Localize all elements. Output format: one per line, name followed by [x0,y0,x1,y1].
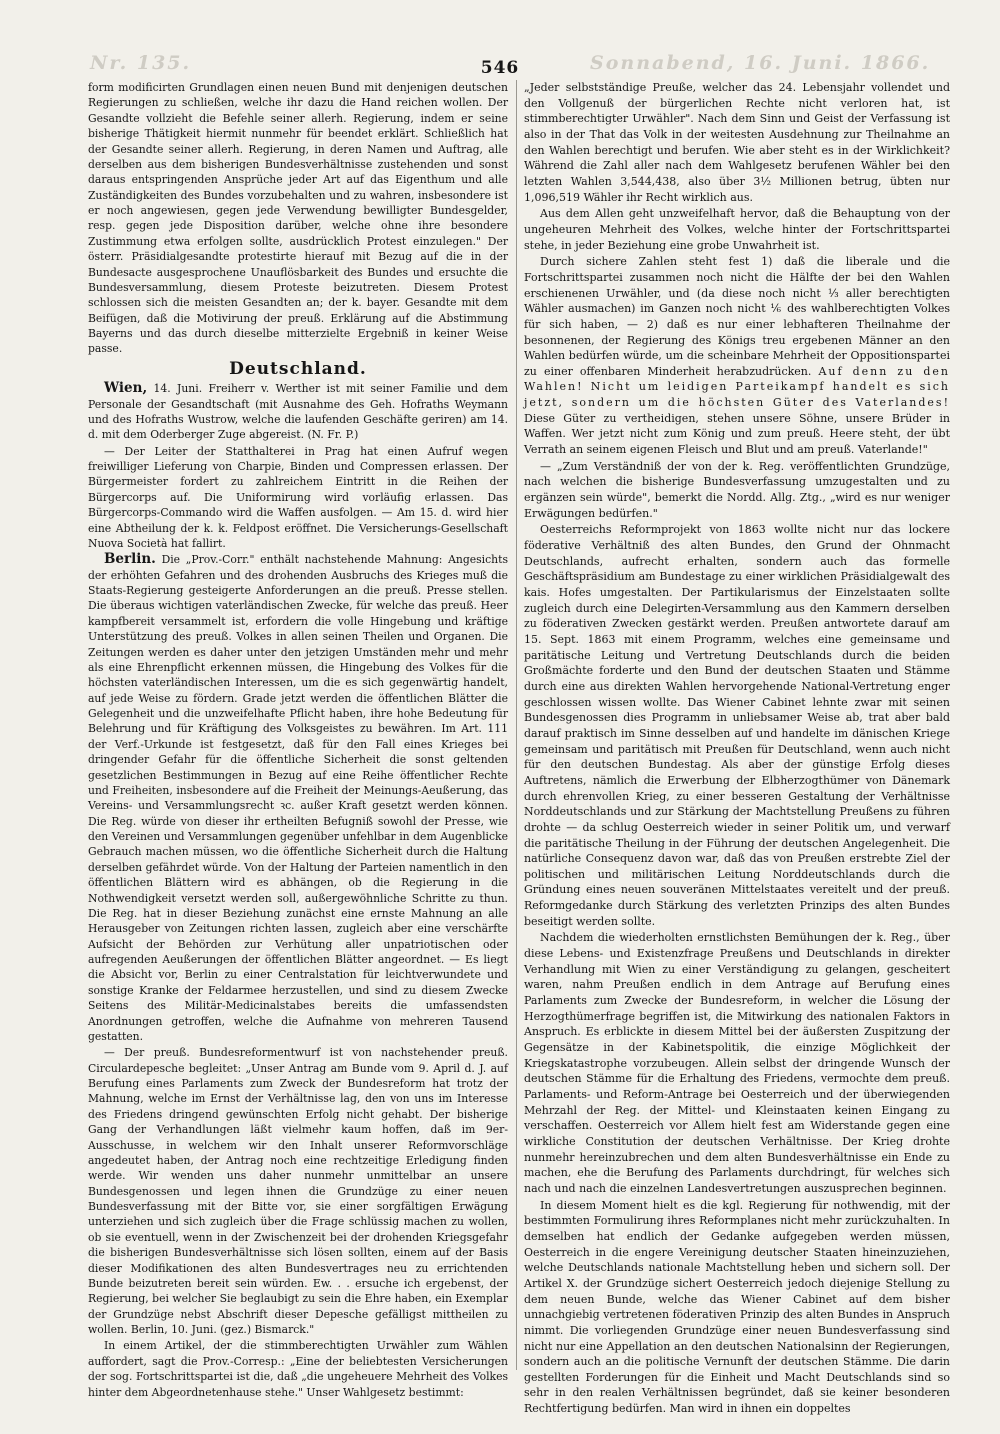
prague-report: — Der Leiter der Statthalterei in Prag hat einen Aufruf wegen freiwilliger Lieferung von Charpie, Binden und Compressen erlassen. Der Bürgermeister fordert zu zahlreichem Eintritt in die Reihen der Bürgercorps auf. Die Uniformirung wird vorläufig erlassen. Das Bürgercorps-Commando wird die Waffen ausfolgen. — Am 15. d. wird hier eine Abtheilung der k. k. Feldpost eröffnet. Die Versicherungs-Gesellschaft Nuova Società hat fallirt. [88,444,508,550]
column-divider [516,80,517,1370]
dateline-wien: Wien, [104,380,148,397]
nordd-allg-paragraph: — „Zum Verständniß der von der k. Reg. veröffentlichten Grundzüge, nach welchen die bisherige Bundesverfassung umzugestalten und zu ergänzen sein würde", bemerkt die Nordd. Allg. Ztg., „wird es nur weniger Erwägungen bedürfen." [524,459,950,520]
reform-plan-paragraph: In diesem Moment hielt es die kgl. Regierung für nothwendig, mit der bestimmten Formulirung ihres Reformplanes nicht mehr zurückzuhalten. In demselben hat endlich der Gedanke aufgegeben werden müssen, Oesterreich in die engere Vereinigung deutscher Staaten hineinzuziehen, welche Deutschlands nationale Machtstellung heben und sichern soll. Der Artikel X. der Grundzüge sichert Oesterreich jedoch diejenige Stellung zu dem neuen Bunde, welche das Wiener Cabinet auf dem bisher unnachgiebig vertretenen föderativen Prinzip des alten Bundes in Anspruch nimmt. Die vorliegenden Grundzüge einer neuen Bundesverfassung sind nicht nur eine Appellation an den deutschen Nationalsinn der Regierungen, sondern auch an die politische Vernunft der deutschen Stämme. Die darin gestellten Forderungen für die Einheit und Macht Deutschlands sind so sehr in den realen Verhältnissen begründet, daß sie keiner besonderen Rechtfertigung bedürfen. Man wird in ihnen ein doppeltes [524,1198,950,1416]
intro-paragraph: form modificirten Grundlagen einen neuen Bund mit denjenigen deutschen Regierungen zu schließen, welche ihr dazu die Hand reichen wollen. Der Gesandte vollzieht die Befehle seiner allerh. Regierung, indem er seine bisherige Thätigkeit hiermit nunmehr für beendet erklärt. Schließlich hat der Gesandte seiner allerh. Regierung, in deren Namen und Auftrag, alle derselben aus dem bisherigen Bundesverhältnisse zustehenden und sonst daraus entspringenden Ansprüche jeder Art auf das Eigenthum und alle Zuständigkeiten des Bundes vorzubehalten und zu wahren, insbesondere ist er noch angewiesen, gegen jede Verwendung bewilligter Bundesgelder, resp. gegen jede Disposition darüber, welche ohne ihre besondere Zustimmung etwa erfolgen sollte, ausdrücklich Protest einzulegen." Der österr. Präsidialgesandte protestirte hierauf mit Bezug auf die in der Bundesacte ausgesprochene Unauflösbarkeit des Bundes und ersuchte die Bundesversammlung, diesem Proteste beizutreten. Diesem Protest schlossen sich die meisten Gesandten an; der k. bayer. Gesandte mit dem Beifügen, daß die Motivirung der preuß. Erklärung auf die Abstimmung Bayerns und das durch dieselbe mitterzielte Ergebniß in keiner Weise passe. [88,81,508,356]
voter-article-continued: „Jeder selbstständige Preuße, welcher das 24. Lebensjahr vollendet und den Vollgenuß der bürgerlichen Rechte nicht verloren hat, ist stimmberechtigter Urwähler". Nach dem Sinn und Geist der Verfassung ist also in der That das Volk in der weitesten Ausdehnung zur Theilnahme an den Wahlen berechtigt und berufen. Wie aber steht es in der Wirklichkeit? Während die Zahl aller nach dem Wahlgesetz berufenen Wähler bei den letzten Wahlen 3,544,438, also über 3½ Millionen betrug, übten nur 1,096,519 Wähler ihr Recht wirklich aus. [524,81,950,204]
berlin-text: Die „Prov.-Corr." enthält nachstehende Mahnung: Angesichts der erhöhten Gefahren und des drohenden Ausbruchs des Krieges muß die Staats-Regierung gesteigerte Anforderungen an die preuß. Presse stellen. Die überaus wichtigen vaterländischen Zwecke, für welche das preuß. Heer kampfbereit versammelt ist, erfordern die volle Hingebung und kräftige Unterstützung des preuß. Volkes in allen seinen Theilen und Organen. Die Zeitungen werden es daher unter den jetzigen Umständen mehr und mehr als eine Ehrenpflicht erkennen müssen, die Hingebung des Volkes für die höchsten vaterländischen Interessen, um die es sich gegenwärtig handelt, auf jede Weise zu fördern. Grade jetzt werden die öffentlichen Blätter die Gelegenheit und die unzweifelhafte Pflicht haben, ihre hohe Bedeutung für Belehrung und für Kräftigung des Volksgeistes zu bewähren. Im Art. 111 der Verf.-Urkunde ist festgesetzt, daß für den Fall eines Krieges bei dringender Gefahr für die öffentliche Sicherheit die sonst geltenden gesetzlichen Bestimmungen in Bezug auf eine Reihe öffentlicher Rechte und Freiheiten, insbesondere auf die Freiheit der Meinungs-Aeußerung, das Vereins- und Versammlungsrecht ꝛc. außer Kraft gesetzt werden können. Die Reg. würde von dieser ihr ertheilten Befugniß sowohl der Presse, wie den Vereinen und Versammlungen gegenüber unfehlbar in dem Augenblicke Gebrauch machen müssen, wo die öffentliche Sicherheit durch die Haltung derselben gefährdet würde. Von der Haltung der Parteien namentlich in den öffentlichen Blättern wird es abhängen, ob die Regierung in die Nothwendigkeit versetzt werden soll, außergewöhnliche Schritte zu thun. Die Reg. hat in dieser Beziehung zunächst eine ernste Mahnung an alle Herausgeber von Zeitungen richten lassen, zugleich aber eine verschärfte Aufsicht der Behörden zur Verhütung aller unpatriotischen oder aufregenden Aeußerungen der öffentlichen Blätter angeordnet. — Es liegt die Absicht vor, Berlin zu einer Centralstation für leichtverwundete und sonstige Kranke der Feldarmee herzustellen, und sind zu diesem Zwecke Seitens des Militär-Medicinalstabes bereits die umfassendsten Anordnungen getroffen, welche die Aufnahme von mehreren Tausend gestatten. [88,553,508,1043]
voter-article: In einem Artikel, der die stimmberechtigten Urwähler zum Wählen auffordert, sagt die Prov.-Corresp.: „Eine der beliebtesten Versicherungen der sog. Fortschrittspartei ist die, daß „die ungeheuere Mehrheit des Volkes hinter dem Abgeordnetenhause stehe." Unser Wahlgesetz bestimmt: [88,1339,508,1399]
berlin-report [88,552,508,1044]
reform-history-paragraph: Oesterreichs Reformprojekt von 1863 wollte nicht nur das lockere föderative Verhältniß des alten Bundes, den Grund der Ohnmacht Deutschlands, aufrecht erhalten, sondern auch das formelle Geschäftspräsidium am Bundestage zu einer wirklichen Präsidialgewalt des kais. Hofes umgestalten. Der Partikularismus der Einzelstaaten sollte zugleich durch eine Delegirten-Versammlung aus den Kammern derselben zu föderativen Zwecken gestärkt werden. Preußen antwortete darauf am 15. Sept. 1863 mit einem Programm, welches eine gemeinsame und paritätische Leitung und Vertretung Deutschlands durch die beiden Großmächte forderte und den Bund der deutschen Staaten und Stämme durch eine aus direkten Wahlen hervorgehende National-Vertretung enger geschlossen wissen wollte. Das Wiener Cabinet lehnte zwar mit seinen Bundesgenossen dies Programm in unliebsamer Weise ab, trat aber bald darauf praktisch im Sinne desselben auf und handelte im dänischen Kriege gemeinsam und paritätisch mit Preußen für Deutschland, wenn auch nicht für den deutschen Bundestag. Als aber der günstige Erfolg dieses Auftretens, nämlich die Erwerbung der Elbherzogthümer von Dänemark durch ehrenvollen Krieg, zu einer besseren Gestaltung der Verhältnisse Norddeutschlands und zur Stärkung der Machtstellung Preußens zu führen drohte — da schlug Oesterreich wieder in seiner Politik um, und verwarf die paritätische Theilung in der Führung der deutschen Angelegenheit. Die natürliche Consequenz davon war, daß das von Preußen erstrebte Ziel der politischen und militärischen Leitung Norddeutschlands durch die Gründung eines neuen souveränen Mittelstaates vereitelt und der preuß. Reformgedanke durch Stärkung des verletzten Prinzips des alten Bundes beseitigt werden sollte. [524,523,950,928]
circular-dispatch: — Der preuß. Bundesreformentwurf ist von nachstehender preuß. Circulardepesche begleitet: „Unser Antrag am Bunde vom 9. April d. J. auf Berufung eines Parlaments zum Zweck der Bundesreform hat trotz der Mahnung, welche im Ernst der Verhältnisse lag, den von uns im Interesse des Friedens dringend gewünschten Erfolg nicht gehabt. Der bisherige Gang der Verhandlungen läßt vielmehr kaum hoffen, daß im 9er-Ausschusse, in welchem wir den Inhalt unserer Reformvorschläge angedeutet haben, der Antrag noch eine rechtzeitige Erledigung finden werde. Wir wenden uns daher nunmehr unmittelbar an unsere Bundesgenossen und legen ihnen die Grundzüge zu einer neuen Bundesverfassung mit der Bitte vor, sie einer sorgfältigen Erwägung unterziehen und sich zugleich über die Frage schlüssig machen zu wollen, ob sie eventuell, wenn in der Zwischenzeit bei der drohenden Kriegsgefahr die bisherigen Bundesverhältnisse sich lösen sollten, einem auf der Basis dieser Modifikationen des alten Bundesvertrages neu zu errichtenden Bunde beizutreten bereit sein würden. Ew. . . ersuche ich ergebenst, der Regierung, bei welcher Sie beglaubigt zu sein die Ehre haben, ein Exemplar der Grundzüge nebst Abschrift dieser Depesche gefälligst mittheilen zu wollen. Berlin, 10. Juni. (gez.) Bismarck." [88,1046,508,1336]
wien-text: 14. Juni. Freiherr v. Werther ist mit seiner Familie und dem Personale der Gesandtschaft (mit Ausnahme des Geh. Hofraths Weymann und des Hofraths Wustrow, welche die laufenden Geschäfte geriren) am 14. d. mit dem Oderberger Zuge abgereist. (N. Fr. P.) [88,382,508,442]
page-number: 546 [480,58,520,78]
dateline-berlin: Berlin. [104,551,156,568]
election-call: Auf denn zu den Wahlen! Nicht um leidigen Parteikampf handelt es sich jetzt, sondern um die höchsten Güter des Vaterlandes! [524,364,951,410]
majority-paragraph: Aus dem Allen geht unzweifelhaft hervor, daß die Behauptung von der ungeheuren Mehrheit des Volkes, welche hinter der Fortschrittspartei stehe, in jeder Beziehung eine grobe Unwahrheit ist. [524,207,950,252]
section-title: Deutschland. [229,358,367,379]
right-column [524,80,950,1418]
left-column [88,80,508,1401]
bleed-through-header-left: Nr. 135. [90,52,192,74]
wien-report [88,381,508,443]
election-call-paragraph: Durch sichere Zahlen steht fest 1) daß die liberale und die Fortschrittspartei zusammen noch nicht die Hälfte der bei den Wahlen erschienenen Urwähler, und (da diese noch nicht ⅓ aller berechtigten Wähler ausmachen) im Ganzen noch nicht ⅙ des wahlberechtigten Volkes für sich haben, — 2) daß es nur einer lebhafteren Theilnahme der besonnenen, der Regierung des Königs treu ergebenen Männer an den Wahlen bedürfen würde, um die scheinbare Mehrheit der Oppositionspartei zu einer offenbaren Minderheit herabzudrücken. Auf denn zu den Wahlen! Nicht um leidigen Parteikampf handelt es sich jetzt, sondern um die höchsten Güter des Vaterlandes! Diese Güter zu vertheidigen, stehen unsere Söhne, unsere Brüder in Waffen. Wer jetzt nicht zum König und zum preuß. Heere steht, der übt Verrath an seinem eigenen Fleisch und Blut und am preuß. Vaterlande!" [524,255,951,457]
bleed-through-header-right: Sonnabend, 16. Juni. 1866. [590,52,931,74]
parliament-paragraph: Nachdem die wiederholten ernstlichsten Bemühungen der k. Reg., über diese Lebens- und Existenzfrage Preußens und Deutschlands in direkter Verhandlung mit Wien zu einer Verständigung zu gelangen, gescheitert waren, nahm Preußen endlich in dem Antrage auf Berufung eines Parlaments zum Zwecke der Bundesreform, in welcher die Lösung der Herzogthümerfrage begriffen ist, die Mitwirkung des nationalen Faktors in Anspruch. Es erblickte in diesem Mittel bei der äußersten Zuspitzung der Gegensätze in der Kabinetspolitik, die einzige Möglichkeit der Kriegskatastrophe vorzubeugen. Allein selbst der dringende Wunsch der deutschen Stämme für die Erhaltung des Friedens, vermochte dem preuß. Parlaments- und Reform-Antrage bei Oesterreich und der überwiegenden Mehrzahl der Reg. der Mittel- und Kleinstaaten keinen Eingang zu verschaffen. Oesterreich vor Allem hielt fest am Widerstande gegen eine wirkliche Constitution der deutschen Verhältnisse. Der Krieg drohte nunmehr hereinzubrechen und dem alten Bundesverhältnisse ein Ende zu machen, ehe die Berufung des Parlaments durchdringt, für welches sich nach und nach die einzelnen Landesvertretungen auszusprechen beginnen. [524,931,950,1195]
